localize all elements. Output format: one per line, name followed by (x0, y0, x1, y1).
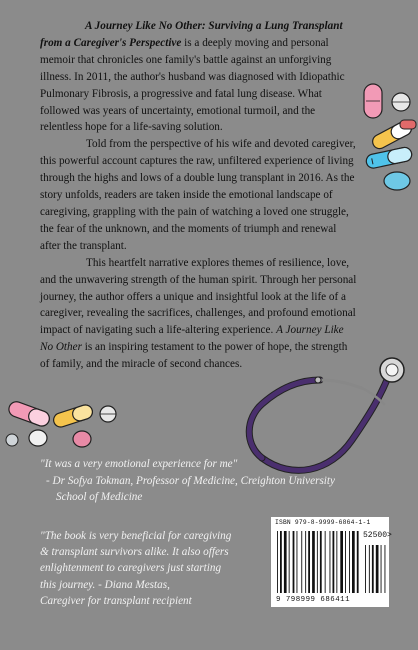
tablet-icon (392, 93, 410, 111)
book-title: A Journey Like No Other: Surviving a Lung Transplant from a Caregiver's Perspective (40, 20, 343, 49)
stethoscope-icon (249, 358, 404, 470)
quote-line: enlightenment to caregivers just starting (40, 562, 222, 575)
quote-line: "The book is very beneficial for caregiving (40, 530, 232, 542)
pill-icon (29, 430, 47, 446)
price-code: 52500> (363, 531, 392, 540)
isbn-label: ISBN 979-8-9999-6864-1-1 (275, 519, 371, 526)
tablet-icon (6, 434, 18, 446)
blurb-paragraph-3-text: This heartfelt narrative explores themes of resilience, love, and the unwavering strength of the human spirit. Through her personal journey, the author offers a unique and insightful look at the life of a caregiver, revealing the sacrifices, challenges, and profound emotional impact of navigating such a life-altering experience. (40, 256, 357, 337)
tablet-icon (384, 172, 410, 190)
tablet-icon (400, 120, 416, 129)
quote-line: & transplant survivors alike. It also offers (40, 546, 229, 559)
capsule-icon (365, 146, 413, 169)
endorsement-quote-2 (40, 528, 240, 609)
blurb-paragraph-2: Told from the perspective of his wife and devoted caregiver, this powerful account captures the raw, unfiltered experience of living through the highs and lows of a double lung transplant in 2016. As the story unfolds, readers are taken inside the emotional landscape of caregiving, grappling with the pain of watching a loved one struggle, the fear of the unknown, and the moments of triumph and renewal after the transplant. (40, 138, 356, 252)
quote-line: Caregiver for transplant recipient (40, 594, 192, 607)
blurb-paragraph-1 (40, 18, 358, 136)
quote-line: this journey. - Diana Mestas, (40, 578, 170, 591)
endorsement-quote-1 (40, 456, 400, 506)
tablet-icon (100, 406, 116, 422)
capsule-icon (52, 403, 94, 429)
quote-attribution: - Dr Sofya Tokman, Professor of Medicine, Creighton University (46, 474, 335, 487)
quote-text: "It was a very emotional experience for me" (40, 458, 238, 470)
quote-attribution-cont: School of Medicine (56, 491, 143, 503)
blurb-paragraph-3 (40, 255, 358, 373)
back-cover-blurb (40, 18, 358, 373)
book-title-inline: A Journey Like No Other (40, 324, 344, 354)
ean-digits: 9 798999 686411 (276, 596, 351, 604)
blurb-paragraph-3-end: is an inspiring testament to the power of hope, the strength of family, and the miracle of second chances. (40, 341, 348, 371)
blurb-paragraph-1-text: is a deeply moving and personal memoir that chronicles one family's battle against an unforgiving illness. In 2011, the author's husband was diagnosed with Idiopathic Pulmonary Fibrosis, a progressive and fatal lung disease. What followed was years of uncertainty, emotional turmoil, and the relentless hope for a life-saving solution. (40, 36, 345, 134)
capsule-icon (7, 400, 52, 428)
pill-icon (364, 84, 382, 118)
pill-icon (73, 431, 91, 447)
